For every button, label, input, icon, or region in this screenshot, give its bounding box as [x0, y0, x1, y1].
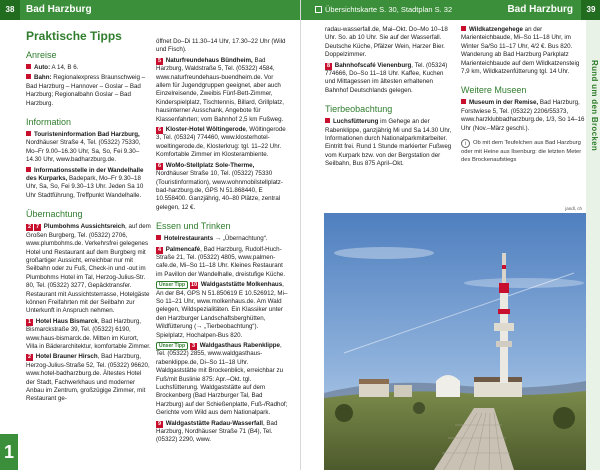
entry-buendheim: 5 Naturfreundehaus Bündheim, Bad Harzburg, Waldstraße 5, Tel. (05322) 4584, www.naturfreundehaus-buendheim.de. Vor allem für Jugendgruppen geeignet, aber auch Einzelreisende, Zweibis Fünf-Bett-Zimmer, Kinderspielplatz, Tischtennis, Billard, Grillplatz, hausinterner Ausschank, Angebote für Klassenfahrten; vom Bahnhof 2,5 km Fußweg.	[156, 56, 284, 123]
chapter-sidebar	[586, 20, 600, 470]
left-page-header	[0, 0, 300, 20]
right-column-2	[461, 26, 585, 164]
bullet-icon	[26, 131, 31, 136]
bullet-icon	[156, 235, 161, 240]
bullet-icon	[461, 26, 466, 31]
brocken-tower-image	[324, 213, 586, 470]
map-number-badge: 2	[27, 354, 32, 361]
heading-essen: Essen und Trinken	[156, 221, 231, 232]
photo-caption-icon: i	[461, 139, 470, 148]
heading-information: Information	[26, 117, 72, 128]
heading-tierbeobachtung: Tierbeobachtung	[325, 104, 393, 115]
entry-informationsstelle: Informationsstelle in der Wandelhalle des Kurparks, Badepark, Mo–Fr 9.30–18 Uhr, Sa, So, Fei 9.30–13 Uhr. Jeden Sa 10 Uhr Stadtführung, Treffpunkt Wandelhalle.	[26, 166, 144, 199]
entry-touristeninformation: Touristeninformation Bad Harzburg, Nordhäuser Straße 4, Tel. (05322) 75330, Mo–Fr 9.00–16.30 Uhr, Sa, So, Fei 9.30–14.30 Uhr, www.badharzburg.de.	[26, 131, 141, 164]
map-number-badge: 7	[35, 224, 40, 231]
bullet-icon	[26, 64, 31, 69]
entry-bismarck: 1 Hotel Haus Bismarck, Bad Harzburg, Bismarckstraße 39, Tel. (05322) 6190, www.haus-bismarck.de. Mitten im Kurort, Villa in Bäderarchitektur, komfortable Zimmer.	[26, 317, 151, 350]
entry-museum-remise: Museum in der Remise, Bad Harzburg, Forstwiese 5, Tel. (05322) 2206/55373, www.harzklubbadharzburg.de, 1/3, So 14–16 Uhr (Nov.–März geschl.).	[461, 99, 585, 132]
entry-womo: 6 WoMo-Stellplatz Sole-Therme, Nordhäuser Straße 10, Tel. (05322) 75330 (Touristinformation), www.wohnmobilstellplatz-bad-harzburg.de, GPS N 51.868440, E 10.558400. Ganzjährig, 40–80 Plätze, zentral gelegen, 12 €.	[156, 161, 283, 211]
entry-bahnhofscafe: 8 Bahnhofscafé Vienenburg, Tel. (05324) 774666, Do–So 11–18 Uhr. Kaffee, Kuchen und Mittagessen im ältesten erhaltenen Bahnhof Deutschlands gelegen.	[325, 61, 448, 94]
right-page	[300, 0, 600, 470]
map-icon	[315, 6, 322, 13]
map-number-badge: 1	[27, 318, 32, 325]
map-number-badge: 6	[157, 127, 162, 134]
heading-uebernachtung: Übernachtung	[26, 209, 83, 220]
map-number-badge: 8	[326, 62, 331, 69]
entry-plumbohms: 2 7 Plumbohms Aussichtsreich, auf dem Großen Burgberg, Tel. (05322) 2706, www.plumbohms.de. Verkehrsfrei gelegenes Hotel und Restaurant auf dem Burgberg mit großartiger Aussicht, erreichbar nur mit Seilbahn oder zu Fuß, Check-in und -out im Plumbohms Hotel im Tal, Herzog-Julius-Str. 80, Tel. (05322) 3277, Gepäcktransfer. Restaurant mit Aussichtsterrasse, Hotelgäste können Freifahrten mit der Seilbahn zur Unterkunft in Anspruch nehmen.	[26, 223, 151, 315]
entry-brauner-hirsch: 2 Hotel Brauner Hirsch, Bad Harzburg, Herzog-Julius-Straße 52, Tel. (05322) 96620, www.hotel-badharzburg.de. Ältestes Hotel der Stadt, Fachwerkhaus und moderner Anbau im Zentrum, großzügige Zimmer, mit Restaurant ge-	[26, 353, 150, 403]
heading-museen: Weitere Museen	[461, 85, 527, 96]
photo-credit: jandl, ch	[565, 206, 582, 211]
left-column-2	[156, 38, 288, 447]
tip-badge: Unser Tipp	[156, 281, 188, 289]
bullet-icon	[26, 74, 31, 79]
right-column-1	[325, 26, 453, 171]
right-page-header	[301, 0, 600, 20]
tip-badge: Unser Tipp	[156, 342, 188, 350]
left-page-number: 38	[0, 0, 20, 20]
map-number-badge: 6	[157, 162, 162, 169]
entry-continued: öffnet Do–Di 11.30–14 Uhr, 17.30–22 Uhr (Wild und Fisch).	[156, 38, 286, 54]
right-page-number: 39	[581, 0, 600, 20]
brocken-photo	[324, 213, 586, 470]
bullet-icon	[461, 99, 466, 104]
left-header-title: Bad Harzburg	[26, 4, 92, 15]
heading-anreise: Anreise	[26, 50, 57, 60]
entry-radau: 9 Waldgaststätte Radau-Wasserfall, Bad Harzburg, Nordhäuser Straße 71 (B4), Tel. (05322) 2290, www.	[156, 419, 278, 444]
map-number-badge: 5	[157, 57, 162, 64]
map-number-badge: 3	[192, 343, 196, 349]
bullet-icon	[325, 118, 330, 123]
bullet-icon	[26, 167, 31, 172]
right-header-title: Bad Harzburg	[507, 4, 573, 15]
entry-molkenhaus: Unser Tipp 10 Waldgaststätte Molkenhaus, An der B4, GPS N 51.850619 E 10.526912, Mi–So 11–21 Uhr, www.molkenhaus.de. Am Wald gelegen, Wildspezialitäten. Ein Klassiker unter den Harzburger Landschaftsberghütten, Wildfütterung (→ „Tierbeobachtung“). Spielplatz, Hochalpen-Bus 820.	[156, 281, 288, 339]
map-reference: Übersichtskarte S. 30, Stadtplan S. 32	[315, 4, 452, 16]
entry-auto: Auto: A 14, B 6.	[26, 64, 151, 72]
entry-woeltingerode: 6 Kloster-Hotel Wöltingerode, Wöltingerode 3, Tel. (05324) 774460, www.klosterhotel-woeltingerode.de, Klosterkrug: tgl. 11–22 Uhr. Komfortable Zimmer im Klosterambiente.	[156, 126, 286, 159]
entry-radau-continued: radau-wasserfall.de, Mai–Okt. Do–Mo 10–18 Uhr. So. ab 10 Uhr. Sie auf der Wasserfall. Deutsche Küche, Pfälzer Wein, Harzer Bier. Doppelzimmer.	[325, 26, 448, 59]
map-number-badge: 10	[191, 282, 198, 289]
entry-palmencafe: 4 Palmencafé, Bad Harzburg, Rudolf-Huch-Straße 21, Tel. (05322) 4805, www.palmen-cafe.de, Mi–So 11–18 Uhr. Kleines Restaurant im Pavillon der Wandelhalle, dreistufige Küche.	[156, 245, 286, 278]
photo-caption: i Ob mit dem Teufelchen aus Bad Harzburg oder mit Heine aus Ilsenburg: die letzten Meter des Brockenaufstiegs	[461, 140, 582, 164]
entry-hotelrestaurants: Hotelrestaurants → „Übernachtung“.	[156, 235, 288, 243]
section-title: Praktische Tipps	[26, 29, 122, 43]
map-number-badge: 9	[157, 420, 162, 427]
entry-wildkatzengehege: Wildkatzengehege an der Marienteichbaude, Mi–So 11–18 Uhr, im Winter Sa/So 11–17 Uhr, 4/2 €. Bus 820. Wanderung ab Bad Harzburg Parkplatz Marienteichbaude auf dem Wildkatzensteig 7,9 km, Wildkatzenfütterung tgl. 14 Uhr.	[461, 26, 580, 76]
map-number-badge: 4	[157, 246, 162, 253]
chapter-sidebar-title: Rund um den Brocken	[590, 60, 599, 152]
entry-bahn: Bahn: Regionalexpress Braunschweig – Bad Harzburg – Hannover – Goslar – Bad Harzburg; Regionalbahn Goslar – Bad Harzburg.	[26, 74, 146, 107]
entry-rabenklippe: Unser Tipp 3 Waldgasthaus Rabenklippe, Tel. (05322) 2855, www.waldgasthaus-rabenklippe.de, Di–So 11–18 Uhr. Waldgaststätte mit Brockenblick, erreichbar zu Fuß/mit Buslinie 875: Apr.–Okt. tgl. Luchsfütterung. Waldgaststätte auf dem Brockenberg (Bad Harzburger Tal, Bad Harzburg) auf der Schießenplatte, Fuß-/Radhof; Gerichte vom Wild aus dem Nationalpark.	[156, 342, 288, 417]
chapter-marker: 1	[0, 434, 18, 470]
map-number-badge: 2	[27, 224, 32, 231]
entry-luchsfuetterung: Luchsfütterung im Gehege an der Rabenklippe, ganzjährig Mi und Sa 14.30 Uhr, Informationen durch Nationalparkmitarbeiter. Eintritt frei. Rund 1 Stunde markierter Fußweg vom Kurpark bzw. von der Bergstation der Seilbahn, Bus 875 April–Okt.	[325, 118, 452, 168]
left-column-1	[26, 27, 151, 406]
